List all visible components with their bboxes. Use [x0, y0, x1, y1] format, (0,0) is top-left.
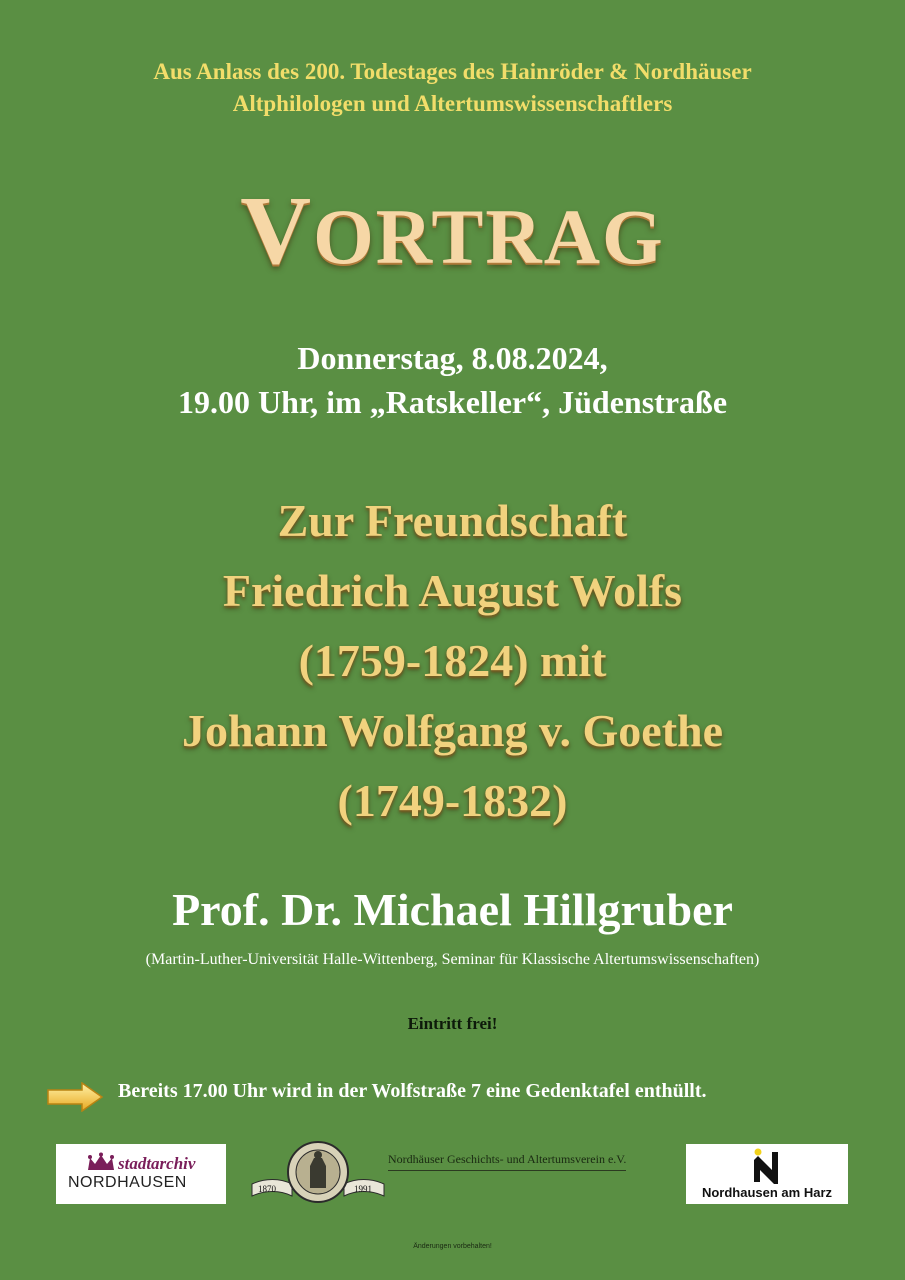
headline-first-letter: V [240, 177, 314, 285]
title-line: Johann Wolfgang v. Goethe [181, 705, 724, 756]
speaker-name: Prof. Dr. Michael Hillgruber [172, 884, 733, 935]
nordhausen-n-icon [748, 1148, 784, 1186]
crown-icon [86, 1152, 116, 1172]
event-datetime [0, 336, 905, 424]
intro-line-1: Aus Anlass des 200. Todestages des Hainröder & Nordhäuser [153, 59, 752, 84]
seal-year-left: 1870 [258, 1184, 276, 1194]
stadtarchiv-city: NORDHAUSEN [68, 1174, 187, 1191]
entry-free: Eintritt frei! [407, 1014, 498, 1033]
nordhausen-city-text: Nordhausen am Harz [701, 1185, 833, 1200]
footer-note: Änderungen vorbehalten! [413, 1243, 492, 1250]
intro-line-2: Altphilologen und Altertumswissenschaftlers [232, 91, 673, 116]
headline-vortrag [0, 176, 905, 292]
speaker-affiliation: (Martin-Luther-Universität Halle-Wittenberg, Seminar für Klassische Altertumswissenschaften) [145, 951, 760, 968]
stadtarchiv-logo [56, 1144, 226, 1204]
headline-rest: ORTRAG [313, 193, 665, 280]
title-line: (1749-1832) [337, 775, 568, 826]
lecture-title [0, 486, 905, 836]
title-line: Zur Freundschaft [277, 495, 628, 546]
event-time-place: 19.00 Uhr, im „Ratskeller“, Jüdenstraße [177, 384, 728, 420]
seal-year-right: 1991 [354, 1184, 372, 1194]
association-seal-icon [250, 1140, 386, 1204]
intro-text [0, 56, 905, 120]
unveiling-notice: Bereits 17.00 Uhr wird in der Wolfstraße 7 eine Gedenktafel enthüllt. [118, 1080, 707, 1102]
arrow-right-icon [46, 1082, 104, 1112]
nordhausen-city-logo [686, 1144, 848, 1204]
association-name: Nordhäuser Geschichts- und Altertumsverein e.V. [388, 1152, 626, 1171]
title-line: (1759-1824) mit [298, 635, 607, 686]
stadtarchiv-script: stadtarchiv [118, 1154, 196, 1173]
event-date: Donnerstag, 8.08.2024, [297, 340, 608, 376]
title-line: Friedrich August Wolfs [222, 565, 683, 616]
